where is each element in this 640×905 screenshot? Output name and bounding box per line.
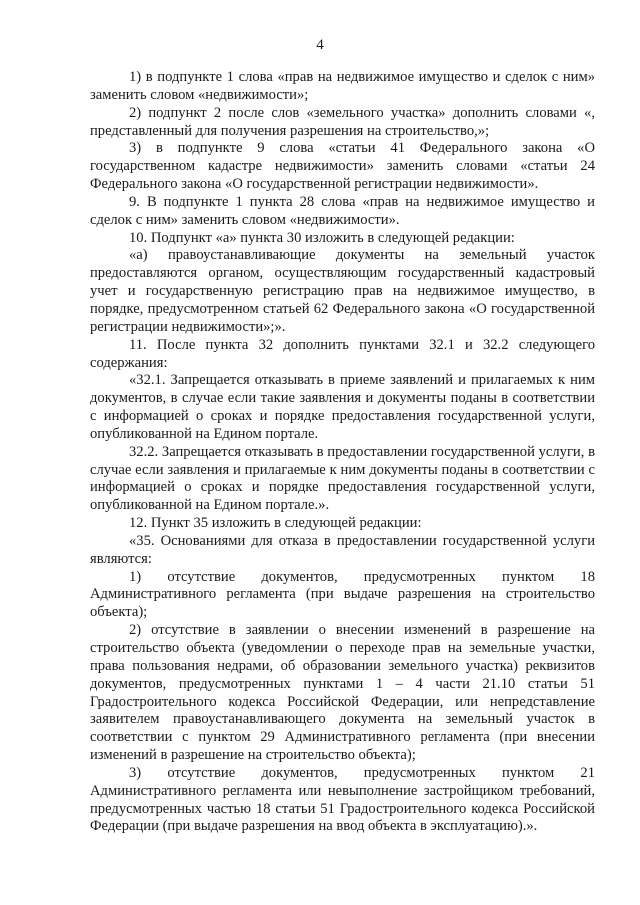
page-number: 4 [316,37,324,53]
paragraph-item-32-1: «32.1. Запрещается отказывать в приеме заявлений и прилагаемых к ним документов, в случае если такие заявления и документы поданы в соответствии с информацией о сроках и порядке предоставления государственной услуги, опубликованной на Едином портале. [90,372,595,442]
paragraph-item-10: 10. Подпункт «а» пункта 30 изложить в следующей редакции: [129,229,515,246]
paragraph-item-35-sub-2: 2) отсутствие в заявлении о внесении изменений в разрешение на строительство объекта (уведомлении о переходе прав на земельные участки, права пользования недрами, об образовании земельного участка) реквизитов документов, предусмотренных пунктами 1 – 4 части 21.10 статьи 51 Градостроительного кодекса Российской Федерации, или непредставление заявителем правоустанавливающего документа на земельный участок в соответствии с пунктом 29 Административного регламента (при внесении изменений в разрешение на строительство объекта); [90,622,595,764]
paragraph-subitem-2: 2) подпункт 2 после слов «земельного участка» дополнить словами «, представленный для получения разрешения на строительство,»; [90,104,595,139]
paragraph-item-11: 11. После пункта 32 дополнить пунктами 32.1 и 32.2 следующего содержания: [90,336,595,371]
paragraph-item-10-text: «а) правоустанавливающие документы на земельный участок предоставляются органом, осуществляющим государственный кадастровый учет и государственную регистрацию прав на недвижимое имущество, в порядке, предусмотренном статьей 62 Федерального закона «О государственной регистрации недвижимости»;». [90,247,595,335]
paragraph-item-12: 12. Пункт 35 изложить в следующей редакции: [129,515,422,532]
paragraph-item-9: 9. В подпункте 1 пункта 28 слова «прав на недвижимое имущество и сделок с ним» заменить словом «недвижимости». [90,193,595,228]
document-body [90,69,595,836]
paragraph-item-35-sub-3: 3) отсутствие документов, предусмотренных пунктом 21 Административного регламента или невыполнение застройщиком требований, предусмотренных частью 18 статьи 51 Градостроительного кодекса Российской Федерации (при выдаче разрешения на ввод объекта в эксплуатацию).». [90,764,595,835]
paragraph-subitem-3: 3) в подпункте 9 слова «статьи 41 Федерального закона «О государственном кадастре недвижимости» заменить словами «статьи 24 Федерального закона «О государственной регистрации недвижимости». [90,140,595,193]
paragraph-subitem-1: 1) в подпункте 1 слова «прав на недвижимое имущество и сделок с ним» заменить словом «недвижимости»; [90,69,595,103]
paragraph-item-32-2: 32.2. Запрещается отказывать в предоставлении государственной услуги, в случае если заявления и прилагаемые к ним документы поданы в соответствии с информацией о сроках и порядке предоставления государственной услуги, опубликованной на Едином портале.». [90,443,595,514]
paragraph-item-35-sub-1: 1) отсутствие документов, предусмотренных пунктом 18 Административного регламента (при выдаче разрешения на строительство объекта); [90,568,595,621]
paragraph-item-35: «35. Основаниями для отказа в предоставлении государственной услуги являются: [90,532,595,567]
